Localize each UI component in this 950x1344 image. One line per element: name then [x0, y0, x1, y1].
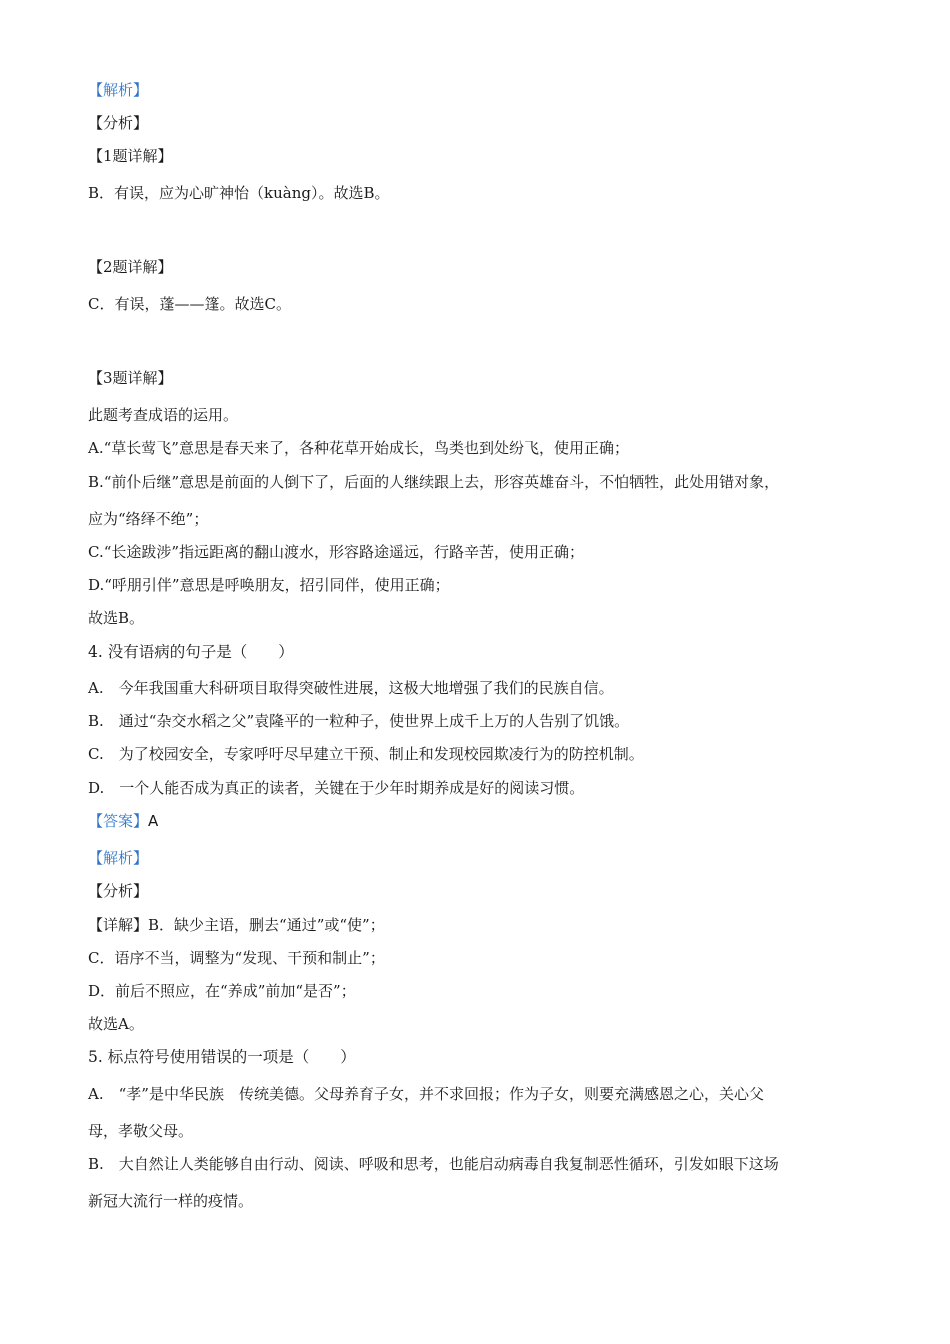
- question-4-detail-c: C．语序不当，调整为“发现、干预和制止”；: [88, 949, 385, 967]
- question-5-option-a-cont: 母，孝敬父母。: [88, 1122, 194, 1140]
- question-2-detail-heading: 【2题详解】: [88, 258, 173, 276]
- question-4-stem: 4. 没有语病的句子是（ ）: [88, 643, 294, 661]
- answer-label: 【答案】: [88, 812, 149, 830]
- question-4-option-c: C. 为了校园安全，专家呼吁尽早建立干预、制止和发现校园欺凌行为的防控机制。: [88, 745, 644, 763]
- question-3-answer: 故选B。: [88, 609, 145, 627]
- question-3-option-b-cont: 应为“络绎不绝”；: [88, 510, 209, 528]
- analysis-heading: 【解析】: [88, 81, 149, 99]
- question-1-detail-heading: 【1题详解】: [88, 147, 173, 165]
- question-4-option-d: D. 一个人能否成为真正的读者，关键在于少年时期养成是好的阅读习惯。: [88, 779, 585, 797]
- question-5-option-b: B. 大自然让人类能够自由行动、阅读、呼吸和思考，也能启动病毒自我复制恶性循环，引发如眼下这场: [88, 1155, 779, 1173]
- question-1-detail: B．有误，应为心旷神怡（kuàng）。故选B。: [88, 184, 390, 202]
- question-4-final: 故选A。: [88, 1015, 144, 1033]
- question-4-answer: [88, 811, 158, 831]
- question-5-option-b-cont: 新冠大流行一样的疫情。: [88, 1192, 254, 1210]
- question-2-detail: C．有误，蓬——篷。故选C。: [88, 295, 291, 313]
- question-4-detail-d: D．前后不照应，在“养成”前加“是否”；: [88, 982, 356, 1000]
- question-3-detail-heading: 【3题详解】: [88, 369, 173, 387]
- answer-value: A: [148, 812, 159, 830]
- question-4-detail-b: 【详解】B．缺少主语，删去“通过”或“使”；: [88, 916, 385, 934]
- question-5-option-a: A. “孝”是中华民族 传统美德。父母养育子女，并不求回报；作为子女，则要充满感恩之心，关心父: [88, 1085, 764, 1103]
- question-4-option-b: B. 通过“杂交水稻之父”袁隆平的一粒种子，使世界上成千上万的人告别了饥饿。: [88, 712, 630, 730]
- question-3-intro: 此题考查成语的运用。: [88, 406, 239, 424]
- analysis-subheading: 【分析】: [88, 114, 149, 132]
- question-3-option-c: C.“长途跋涉”指远距离的翻山渡水，形容路途遥远，行路辛苦，使用正确；: [88, 543, 585, 561]
- question-5-stem: 5. 标点符号使用错误的一项是（ ）: [88, 1048, 356, 1066]
- question-3-option-a: A.“草长莺飞”意思是春天来了，各种花草开始成长，鸟类也到处纷飞，使用正确；: [88, 439, 629, 457]
- analysis-subheading-2: 【分析】: [88, 882, 149, 900]
- analysis-heading-2: 【解析】: [88, 849, 149, 867]
- question-3-option-d: D.“呼朋引伴”意思是呼唤朋友，招引同伴，使用正确；: [88, 576, 450, 594]
- question-4-option-a: A. 今年我国重大科研项目取得突破性进展，这极大地增强了我们的民族自信。: [88, 679, 614, 697]
- question-3-option-b: B.“前仆后继”意思是前面的人倒下了，后面的人继续跟上去，形容英雄奋斗，不怕牺牲，此处用错对象，: [88, 473, 780, 491]
